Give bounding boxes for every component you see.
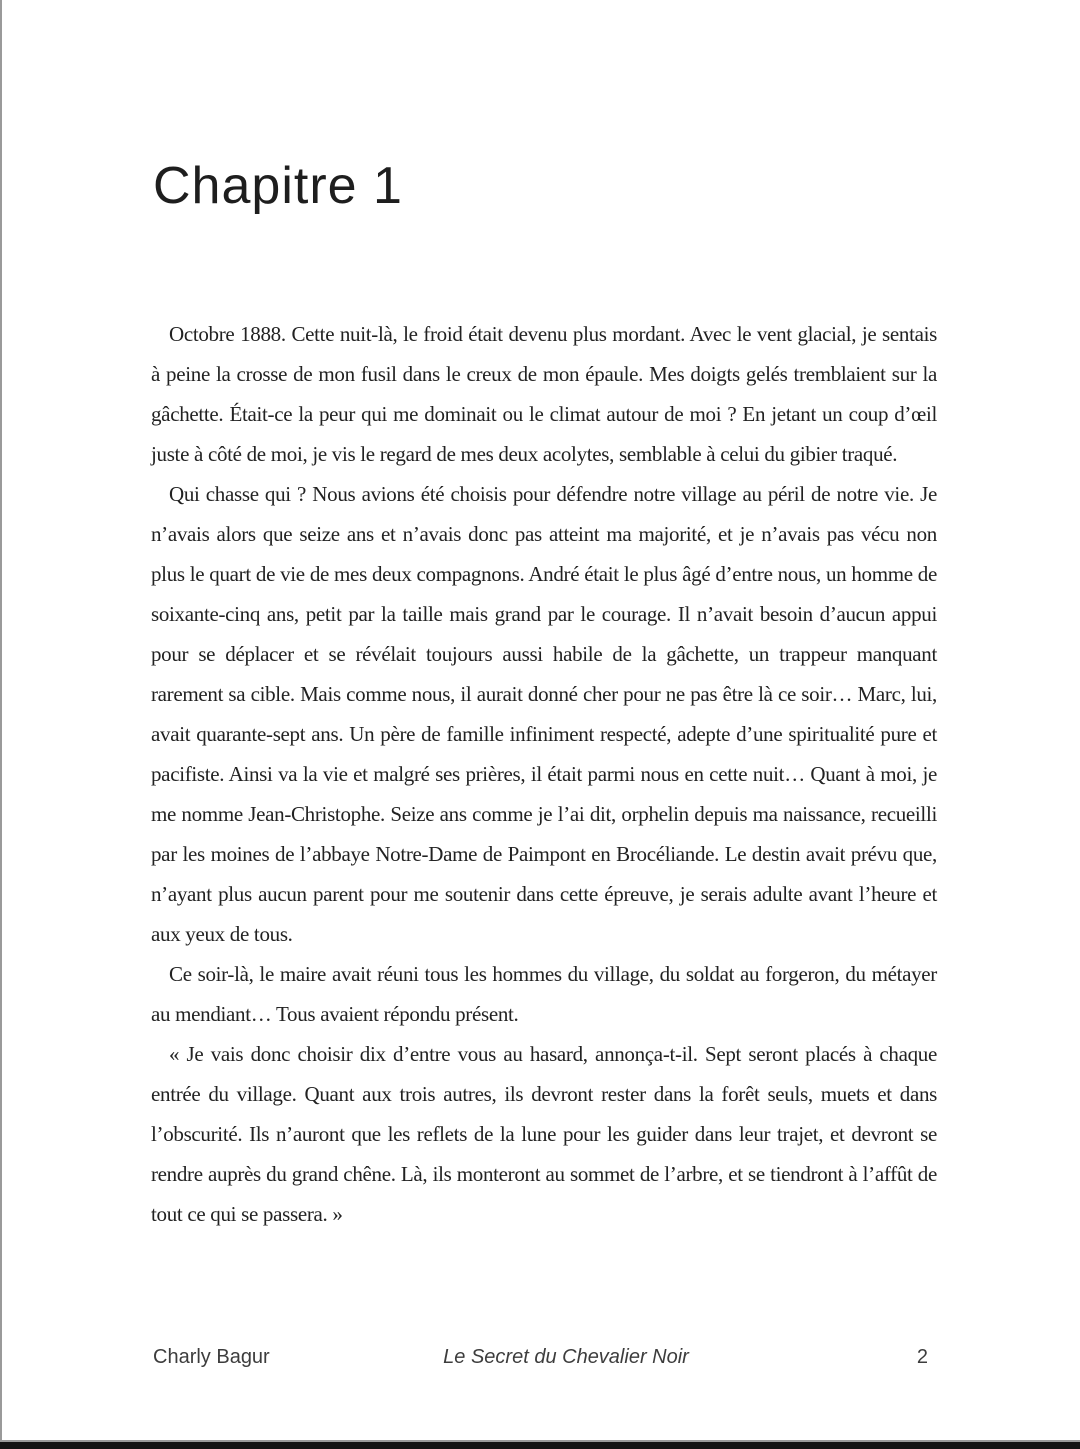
paragraph: Octobre 1888. Cette nuit-là, le froid était devenu plus mordant. Avec le vent glacial, je sentais à peine la crosse de mon fusil dans le creux de mon épaule. Mes doigts gelés tremblaient sur la gâchette. Était-ce la peur qui me dominait ou le climat autour de moi ? En jetant un coup d’œil juste à côté de moi, je vis le regard de mes deux acolytes, semblable à celui du gibier traqué. [151, 322, 937, 466]
paragraph: « Je vais donc choisir dix d’entre vous au hasard, annonça-t-il. Sept seront placés à chaque entrée du village. Quant aux trois autres, ils devront rester dans la forêt seuls, muets et dans l’obscurité. Ils n’auront que les reflets de la lune pour les guider dans leur trajet, et devront se rendre auprès du grand chêne. Là, ils monteront au sommet de l’arbre, et se tiendront à l’affût de tout ce qui se passera. » [151, 1042, 937, 1226]
paragraph: Qui chasse qui ? Nous avions été choisis pour défendre notre village au péril de notre vie. Je n’avais alors que seize ans et n’avais donc pas atteint ma majorité, et je n’avais pas vécu non plus le quart de vie de mes deux compagnons. André était le plus âgé d’entre nous, un homme de soixante-cinq ans, petit par la taille mais grand par le courage. Il n’avait besoin d’aucun appui pour se déplacer et se révélait toujours aussi habile de la gâchette, un trappeur manquant rarement sa cible. Mais comme nous, il aurait donné cher pour ne pas être là ce soir… Marc, lui, avait quarante-sept ans. Un père de famille infiniment respecté, adepte d’une spiritualité pure et pacifiste. Ainsi va la vie et malgré ses prières, il était parmi nous en cette nuit… Quant à moi, je me nomme Jean-Christophe. Seize ans comme je l’ai dit, orphelin depuis ma naissance, recueilli par les moines de l’abbaye Notre-Dame de Paimpont en Brocéliande. Le destin avait prévu que, n’ayant plus aucun parent pour me soutenir dans cette épreuve, je serais adulte avant l’heure et aux yeux de tous. [151, 482, 937, 946]
footer-book-title: Le Secret du Chevalier Noir [443, 1346, 689, 1368]
page-left-edge-line [0, 0, 2, 1449]
footer-page-number: 2 [916, 1346, 928, 1368]
window-bottom-bar [0, 1440, 1080, 1449]
chapter-title: Chapitre 1 [153, 157, 403, 215]
footer-author: Charly Bagur [153, 1346, 270, 1368]
chapter-body [151, 314, 937, 1234]
page-footer [0, 1346, 1080, 1376]
paragraph: Ce soir-là, le maire avait réuni tous les hommes du village, du soldat au forgeron, du métayer au mendiant… Tous avaient répondu présent. [151, 962, 937, 1026]
